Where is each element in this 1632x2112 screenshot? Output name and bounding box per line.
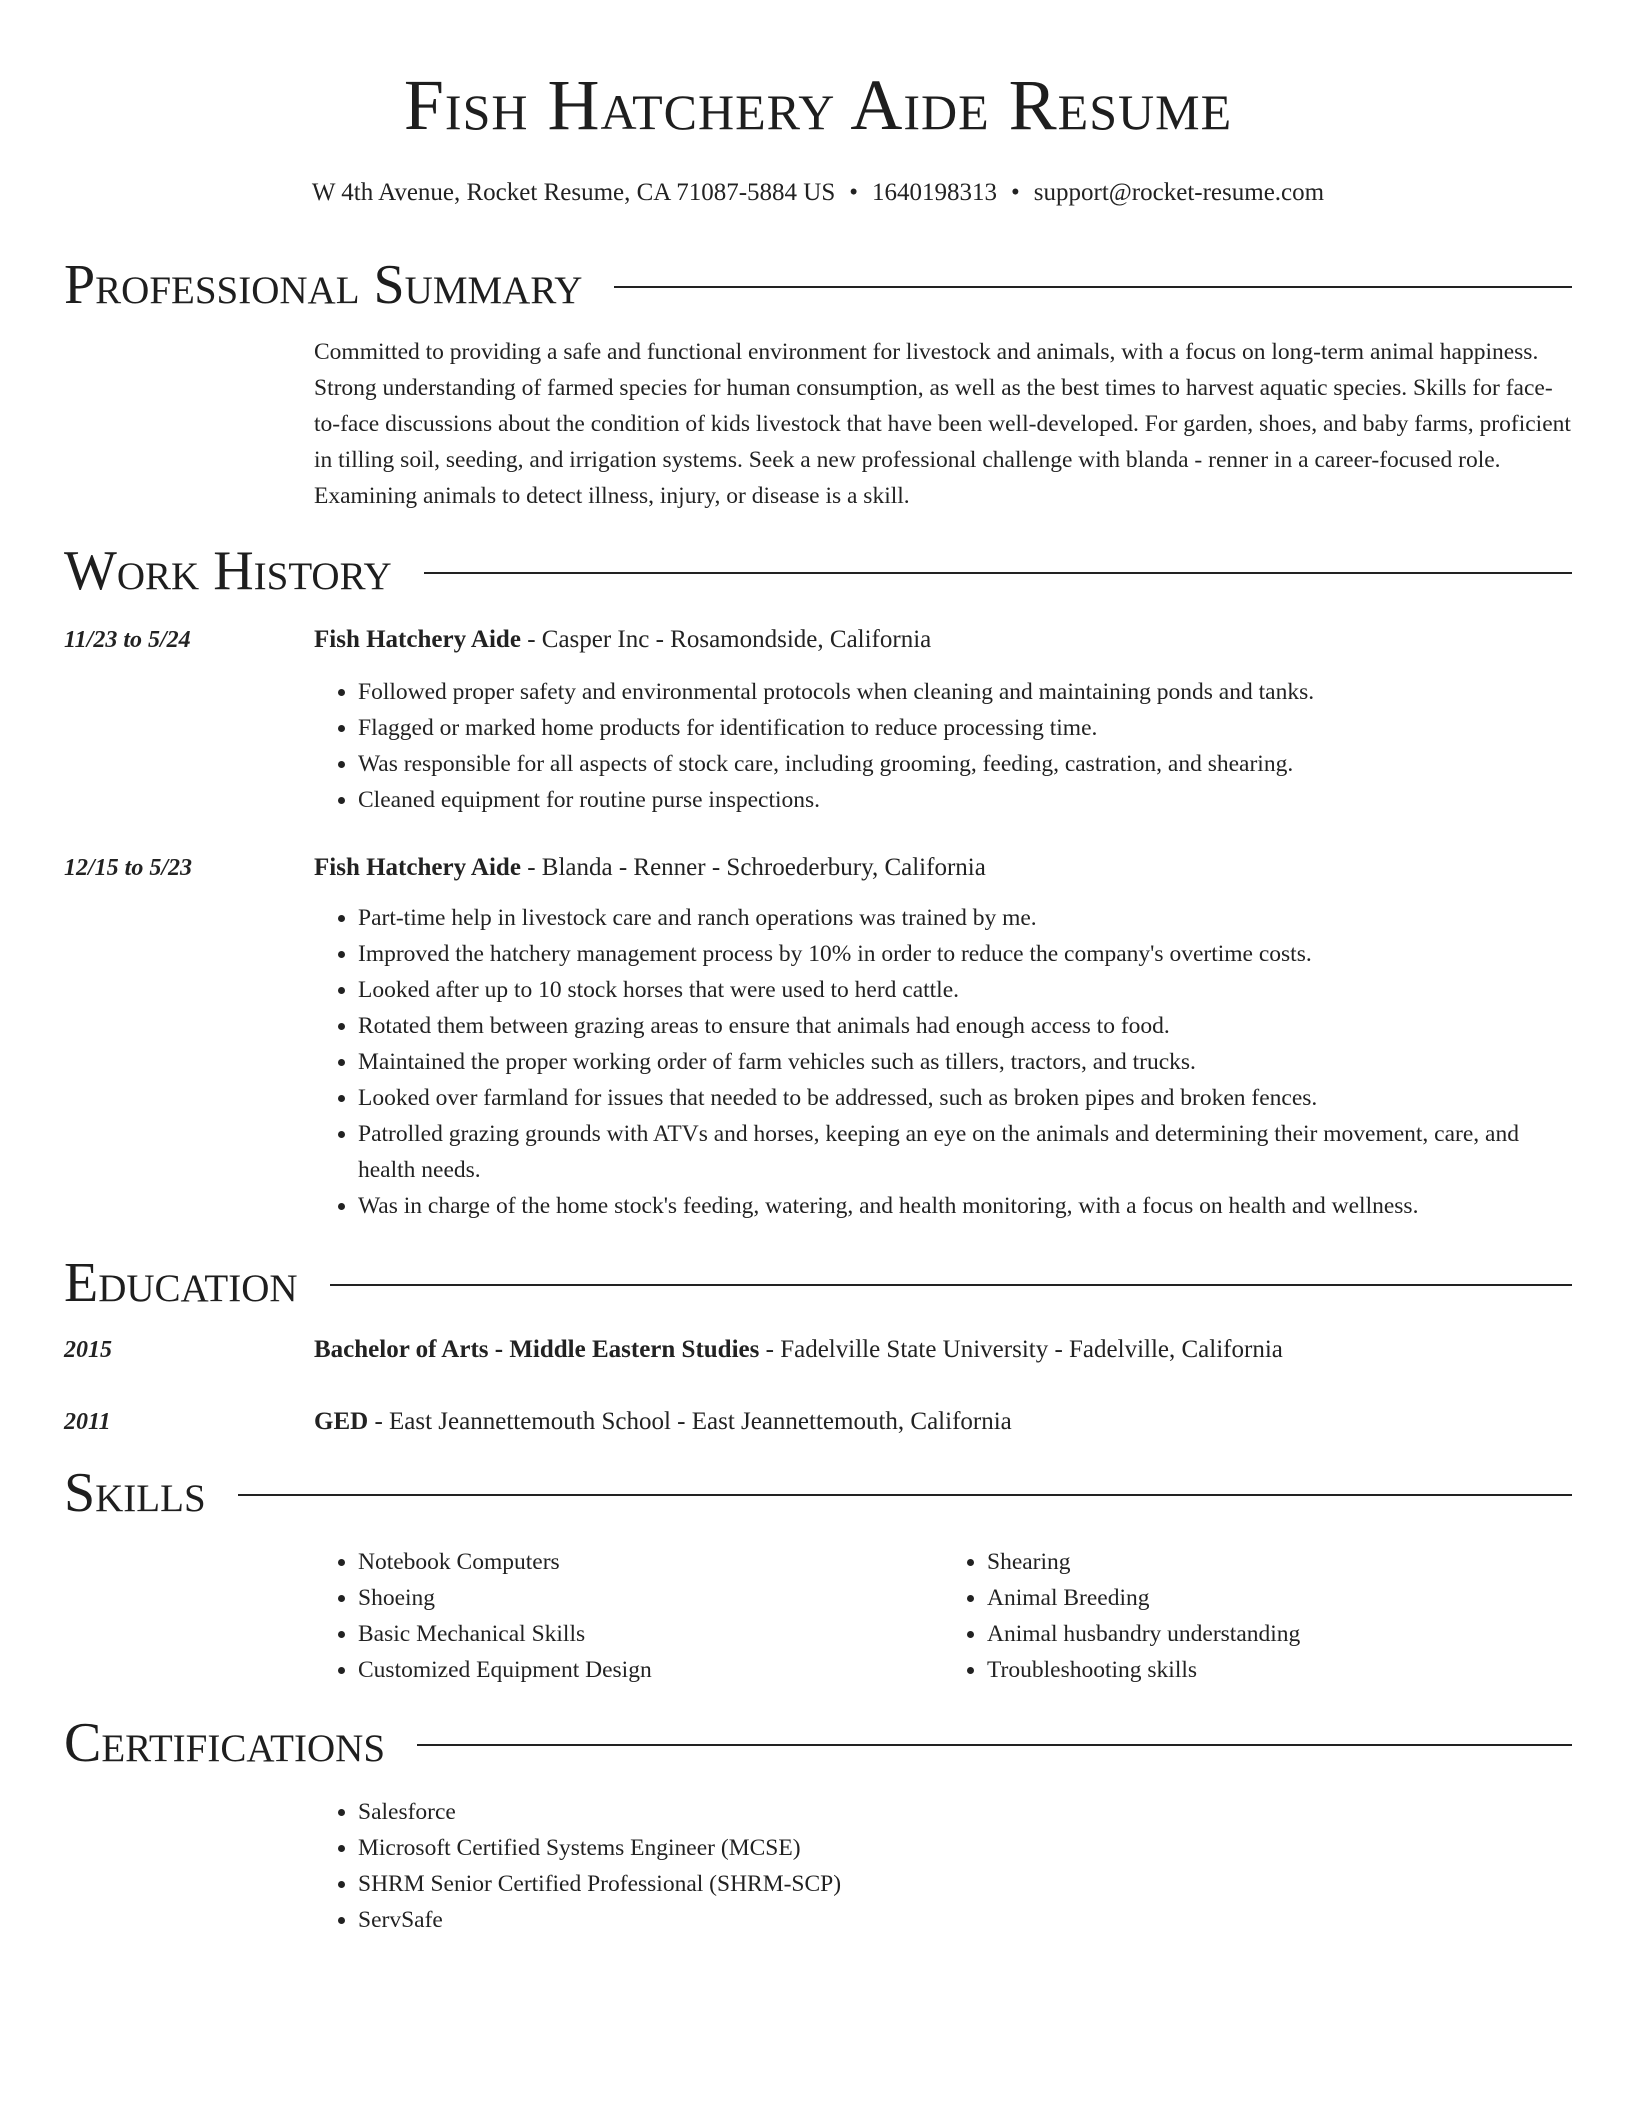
- skill-item: • Shoeing: [358, 1580, 943, 1616]
- section-heading: Work History: [64, 540, 392, 602]
- contact-separator: •: [849, 179, 859, 206]
- education-details: - Fadelville State University - Fadelville, California: [759, 1336, 1283, 1363]
- section-divider: [330, 1284, 1572, 1286]
- work-job-title: Fish Hatchery Aide: [314, 626, 521, 653]
- work-job-line: [314, 850, 1572, 886]
- education-entry: [64, 1404, 1572, 1440]
- skill-item: • Notebook Computers: [358, 1544, 943, 1580]
- list-item: • Was responsible for all aspects of stock care, including grooming, feeding, castration, and shearing.: [358, 746, 1572, 782]
- resume-title: Fish Hatchery Aide Resume: [403, 65, 1233, 145]
- contact-line: [64, 176, 1572, 210]
- skills-column-left: [314, 1544, 943, 1688]
- skill-item: • Animal Breeding: [987, 1580, 1572, 1616]
- work-job-line: [314, 622, 1572, 658]
- section-heading: Professional Summary: [64, 254, 583, 316]
- list-item: • Improved the hatchery management process by 10% in order to reduce the company's overtime costs.: [358, 936, 1572, 972]
- skill-item: • Shearing: [987, 1544, 1572, 1580]
- education-degree: GED: [314, 1408, 369, 1435]
- list-item: • Looked over farmland for issues that needed to be addressed, such as broken pipes and broken fences.: [358, 1080, 1572, 1116]
- certification-item: • Microsoft Certified Systems Engineer (MCSE): [358, 1830, 1572, 1866]
- section-heading: Certifications: [64, 1712, 386, 1774]
- section-skills-header: [64, 1458, 1572, 1528]
- summary-text: Committed to providing a safe and functional environment for livestock and animals, with a focus on long-term animal happiness. Strong understanding of farmed species for human consumption, as well as the best times to harvest aquatic species. Skills for face-to-face discussions about the condition of kids livestock that have been well-developed. For garden, shoes, and baby farms, proficient in tilling soil, seeding, and irrigation systems. Seek a new professional challenge with blanda - renner in a career-focused role. Examining animals to detect illness, injury, or disease is a skill.: [314, 339, 1571, 509]
- certifications-list: [314, 1794, 1572, 1938]
- skills-list: [314, 1544, 1572, 1688]
- skills-column-right: [943, 1544, 1572, 1688]
- section-heading: Education: [64, 1252, 298, 1314]
- work-date: 12/15 to 5/23: [64, 855, 193, 881]
- education-entry: [64, 1332, 1572, 1368]
- section-divider: [238, 1494, 1572, 1496]
- list-item: • Looked after up to 10 stock horses that were used to herd cattle.: [358, 972, 1572, 1008]
- education-date: 2015: [64, 1337, 112, 1363]
- list-item: • Was in charge of the home stock's feeding, watering, and health monitoring, with a focus on health and wellness.: [358, 1188, 1572, 1224]
- work-job-title: Fish Hatchery Aide: [314, 854, 521, 881]
- work-date: 11/23 to 5/24: [64, 627, 191, 653]
- work-bullets: [314, 900, 1572, 1224]
- skill-item: • Basic Mechanical Skills: [358, 1616, 943, 1652]
- education-line: [314, 1404, 1572, 1440]
- contact-phone: 1640198313: [872, 179, 998, 206]
- section-education-header: [64, 1248, 1572, 1318]
- section-certifications-header: [64, 1708, 1572, 1778]
- list-item: • Followed proper safety and environmental protocols when cleaning and maintaining ponds and tanks.: [358, 674, 1572, 710]
- certification-item: • SHRM Senior Certified Professional (SHRM-SCP): [358, 1866, 1572, 1902]
- education-degree: Bachelor of Arts - Middle Eastern Studies: [314, 1336, 760, 1363]
- work-job-details: - Blanda - Renner - Schroederbury, California: [520, 854, 986, 881]
- education-details: - East Jeannettemouth School - East Jeannettemouth, California: [368, 1408, 1012, 1435]
- certification-item: • Salesforce: [358, 1794, 1572, 1830]
- section-divider: [424, 572, 1572, 574]
- contact-separator: •: [1011, 179, 1020, 206]
- contact-address: W 4th Avenue, Rocket Resume, CA 71087-5884 US: [311, 179, 836, 206]
- list-item: • Rotated them between grazing areas to ensure that animals had enough access to food.: [358, 1008, 1572, 1044]
- work-job-details: - Casper Inc - Rosamondside, California: [520, 626, 932, 653]
- work-entry: [64, 850, 1572, 1224]
- list-item: • Part-time help in livestock care and ranch operations was trained by me.: [358, 900, 1572, 936]
- education-date: 2011: [64, 1409, 111, 1435]
- list-item: • Maintained the proper working order of farm vehicles such as tillers, tractors, and trucks.: [358, 1044, 1572, 1080]
- list-item: • Patrolled grazing grounds with ATVs and horses, keeping an eye on the animals and determining their movement, care, and health needs.: [358, 1116, 1572, 1188]
- list-item: • Cleaned equipment for routine purse inspections.: [358, 782, 1572, 818]
- section-divider: [614, 286, 1572, 288]
- section-work-header: [64, 536, 1572, 606]
- contact-email: support@rocket-resume.com: [1033, 179, 1325, 206]
- skill-item: • Customized Equipment Design: [358, 1652, 943, 1688]
- skill-item: • Troubleshooting skills: [987, 1652, 1572, 1688]
- list-item: • Flagged or marked home products for identification to reduce processing time.: [358, 710, 1572, 746]
- education-line: [314, 1332, 1572, 1368]
- certifications-bullets: [314, 1794, 1572, 1938]
- section-heading: Skills: [64, 1462, 206, 1524]
- work-bullets: [314, 674, 1572, 818]
- certification-item: • ServSafe: [358, 1902, 1572, 1938]
- section-divider: [417, 1744, 1572, 1746]
- section-summary-header: [64, 250, 1572, 320]
- work-entry: [64, 622, 1572, 818]
- skill-item: • Animal husbandry understanding: [987, 1616, 1572, 1652]
